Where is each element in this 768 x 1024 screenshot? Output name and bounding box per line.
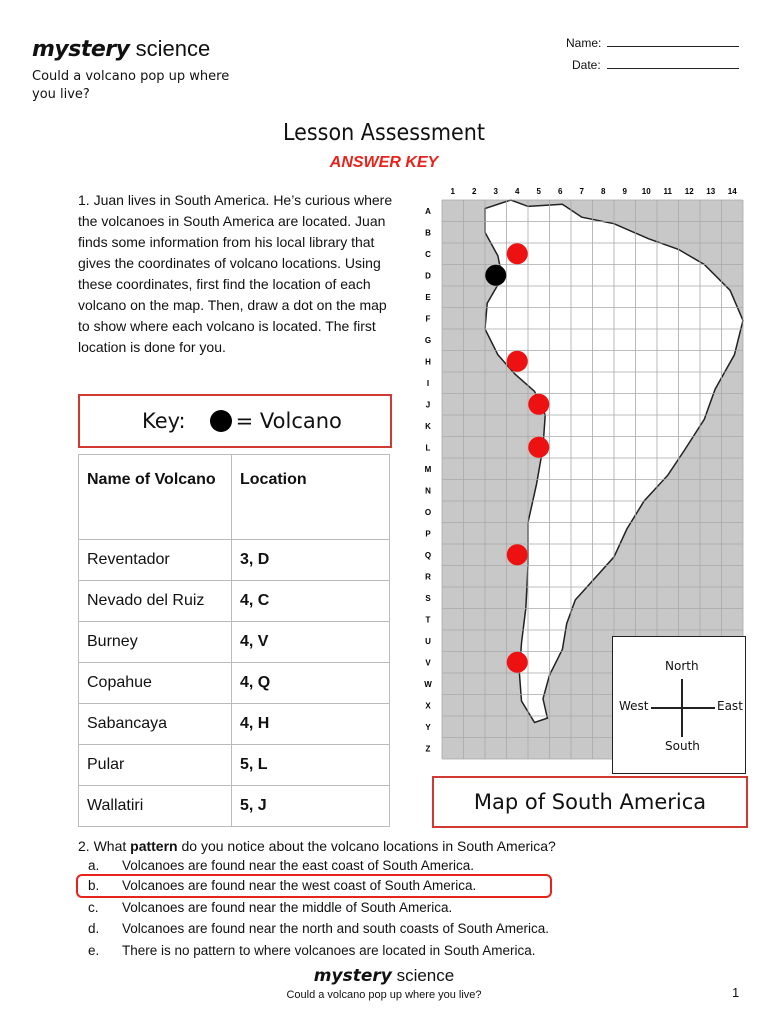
row-label: C [425,249,431,259]
column-label: 7 [579,187,584,196]
answer-volcano-dot [507,544,528,565]
legend-key-box [78,394,392,448]
column-header-location: Location [232,455,390,540]
volcano-location: 4, C [232,581,390,622]
volcano-location: 4, H [232,704,390,745]
option-text: Volcanoes are found near the west coast of South America. [122,878,477,893]
option-text: Volcanoes are found near the east coast of South America. [122,858,474,873]
option-letter: b. [88,878,100,893]
compass-vertical-arm [681,679,683,737]
compass-east: East [717,699,743,713]
compass-horizontal-arm [651,707,715,709]
option-letter: d. [88,921,100,936]
row-label: V [425,658,431,668]
column-header-name: Name of Volcano [79,455,232,540]
row-label: O [424,507,432,517]
footer-subtitle: Could a volcano pop up where you live? [286,989,482,1001]
brand-logo [32,36,210,63]
row-label: B [425,228,431,238]
row-label: T [425,615,431,625]
page-title: Lesson Assessment [283,120,485,146]
column-label: 8 [601,187,606,196]
question-2-suffix: do you notice about the volcano locations in South America? [177,838,556,854]
volcano-name: Nevado del Ruiz [79,581,232,622]
question-2-bold: pattern [130,838,178,854]
row-label: F [425,314,431,324]
column-label: 1 [450,187,455,196]
key-label: Key: [142,409,186,433]
volcano-name: Copahue [79,663,232,704]
column-label: 14 [727,187,737,196]
answer-volcano-dot [507,351,528,372]
volcano-location: 5, L [232,745,390,786]
row-label: K [425,421,431,431]
question-2-prefix: 2. What [78,838,131,854]
compass-south: South [665,739,700,753]
column-label: 11 [663,187,672,196]
footer-brand-light: science [396,966,455,985]
answer-volcano-dot [528,394,549,415]
answer-option-d[interactable] [88,921,549,936]
correct-answer-highlight [76,874,552,898]
volcano-table [78,454,390,827]
volcano-name: Reventador [79,540,232,581]
answer-volcano-dot [528,437,549,458]
column-label: 12 [684,187,694,196]
row-label: P [425,529,431,539]
row-label: A [425,206,431,216]
volcano-name: Sabancaya [79,704,232,745]
row-label: Q [424,550,432,560]
brand-bold: mystery [32,37,130,62]
column-label: 3 [493,187,498,196]
brand-light: science [135,36,211,61]
volcano-location: 3, D [232,540,390,581]
name-label: Name: [566,36,602,50]
row-label: D [425,271,431,281]
row-label: W [424,679,432,689]
answer-volcano-dot [507,243,528,264]
column-label: 13 [706,187,716,196]
row-labels [424,207,432,754]
row-label: X [425,701,431,711]
question-1-text: 1. Juan lives in South America. He’s curious where the volcanoes in South America are located. Juan finds some information from his local library that gives the coordinates of volcano locations. Using these coordinates, first find the location of each volcano on the map. Then, draw a dot on the map to show where each volcano is located. The first location is done for you. [78,192,393,355]
volcano-name: Wallatiri [79,786,232,827]
column-label: 6 [558,187,563,196]
volcano-name: Pular [79,745,232,786]
row-label: J [425,400,431,410]
column-label: 9 [622,187,627,196]
row-label: U [425,636,431,646]
footer-brand-bold: mystery [313,966,392,986]
example-volcano-dot [485,265,506,286]
volcano-name: Burney [79,622,232,663]
compass-west: West [619,699,649,713]
date-label: Date: [572,58,601,72]
row-label: Z [425,744,431,754]
option-text: There is no pattern to where volcanoes are located in South America. [122,943,536,958]
option-letter: e. [88,943,100,958]
column-labels [451,187,738,196]
row-label: S [425,593,431,603]
row-label: G [424,335,432,345]
column-label: 2 [472,187,477,196]
column-label: 10 [641,187,651,196]
lesson-subtitle: Could a volcano pop up where you live? [32,69,230,102]
volcano-location: 5, J [232,786,390,827]
table-header-row [79,455,390,540]
table-row [79,786,390,827]
option-letter: a. [88,858,100,873]
compass-rose [612,636,746,774]
key-value: = Volcano [235,409,342,433]
date-line[interactable] [607,58,739,69]
option-letter: c. [88,900,99,915]
row-label: R [425,572,431,582]
row-label: L [425,443,431,453]
volcano-location: 4, V [232,622,390,663]
map-title: Map of South America [473,790,707,814]
compass-north: North [665,659,699,673]
table-row [79,540,390,581]
name-field[interactable] [566,36,739,50]
volcano-location: 4, Q [232,663,390,704]
footer-brand-logo [0,966,768,986]
date-field[interactable] [572,58,739,72]
answer-option-a[interactable] [88,858,474,873]
answer-volcano-dot [507,652,528,673]
column-label: 4 [515,187,520,196]
row-label: Y [425,722,431,732]
answer-option-e[interactable] [88,943,535,958]
map-title-box [432,776,748,828]
option-text: Volcanoes are found near the middle of South America. [122,900,453,915]
row-label: I [426,378,430,388]
row-label: N [425,486,431,496]
table-row [79,745,390,786]
column-label: 5 [536,187,541,196]
table-row [79,704,390,745]
question-2-text [78,836,718,856]
option-text: Volcanoes are found near the north and south coasts of South America. [122,921,550,936]
table-row [79,622,390,663]
row-label: H [425,357,431,367]
answer-key-label: ANSWER KEY [329,154,439,171]
volcano-dot-icon [210,410,232,432]
answer-option-c[interactable] [88,900,452,915]
row-label: E [425,292,431,302]
table-row [79,581,390,622]
row-label: M [424,464,432,474]
page-number: 1 [732,985,740,1000]
name-line[interactable] [607,36,739,47]
table-row [79,663,390,704]
